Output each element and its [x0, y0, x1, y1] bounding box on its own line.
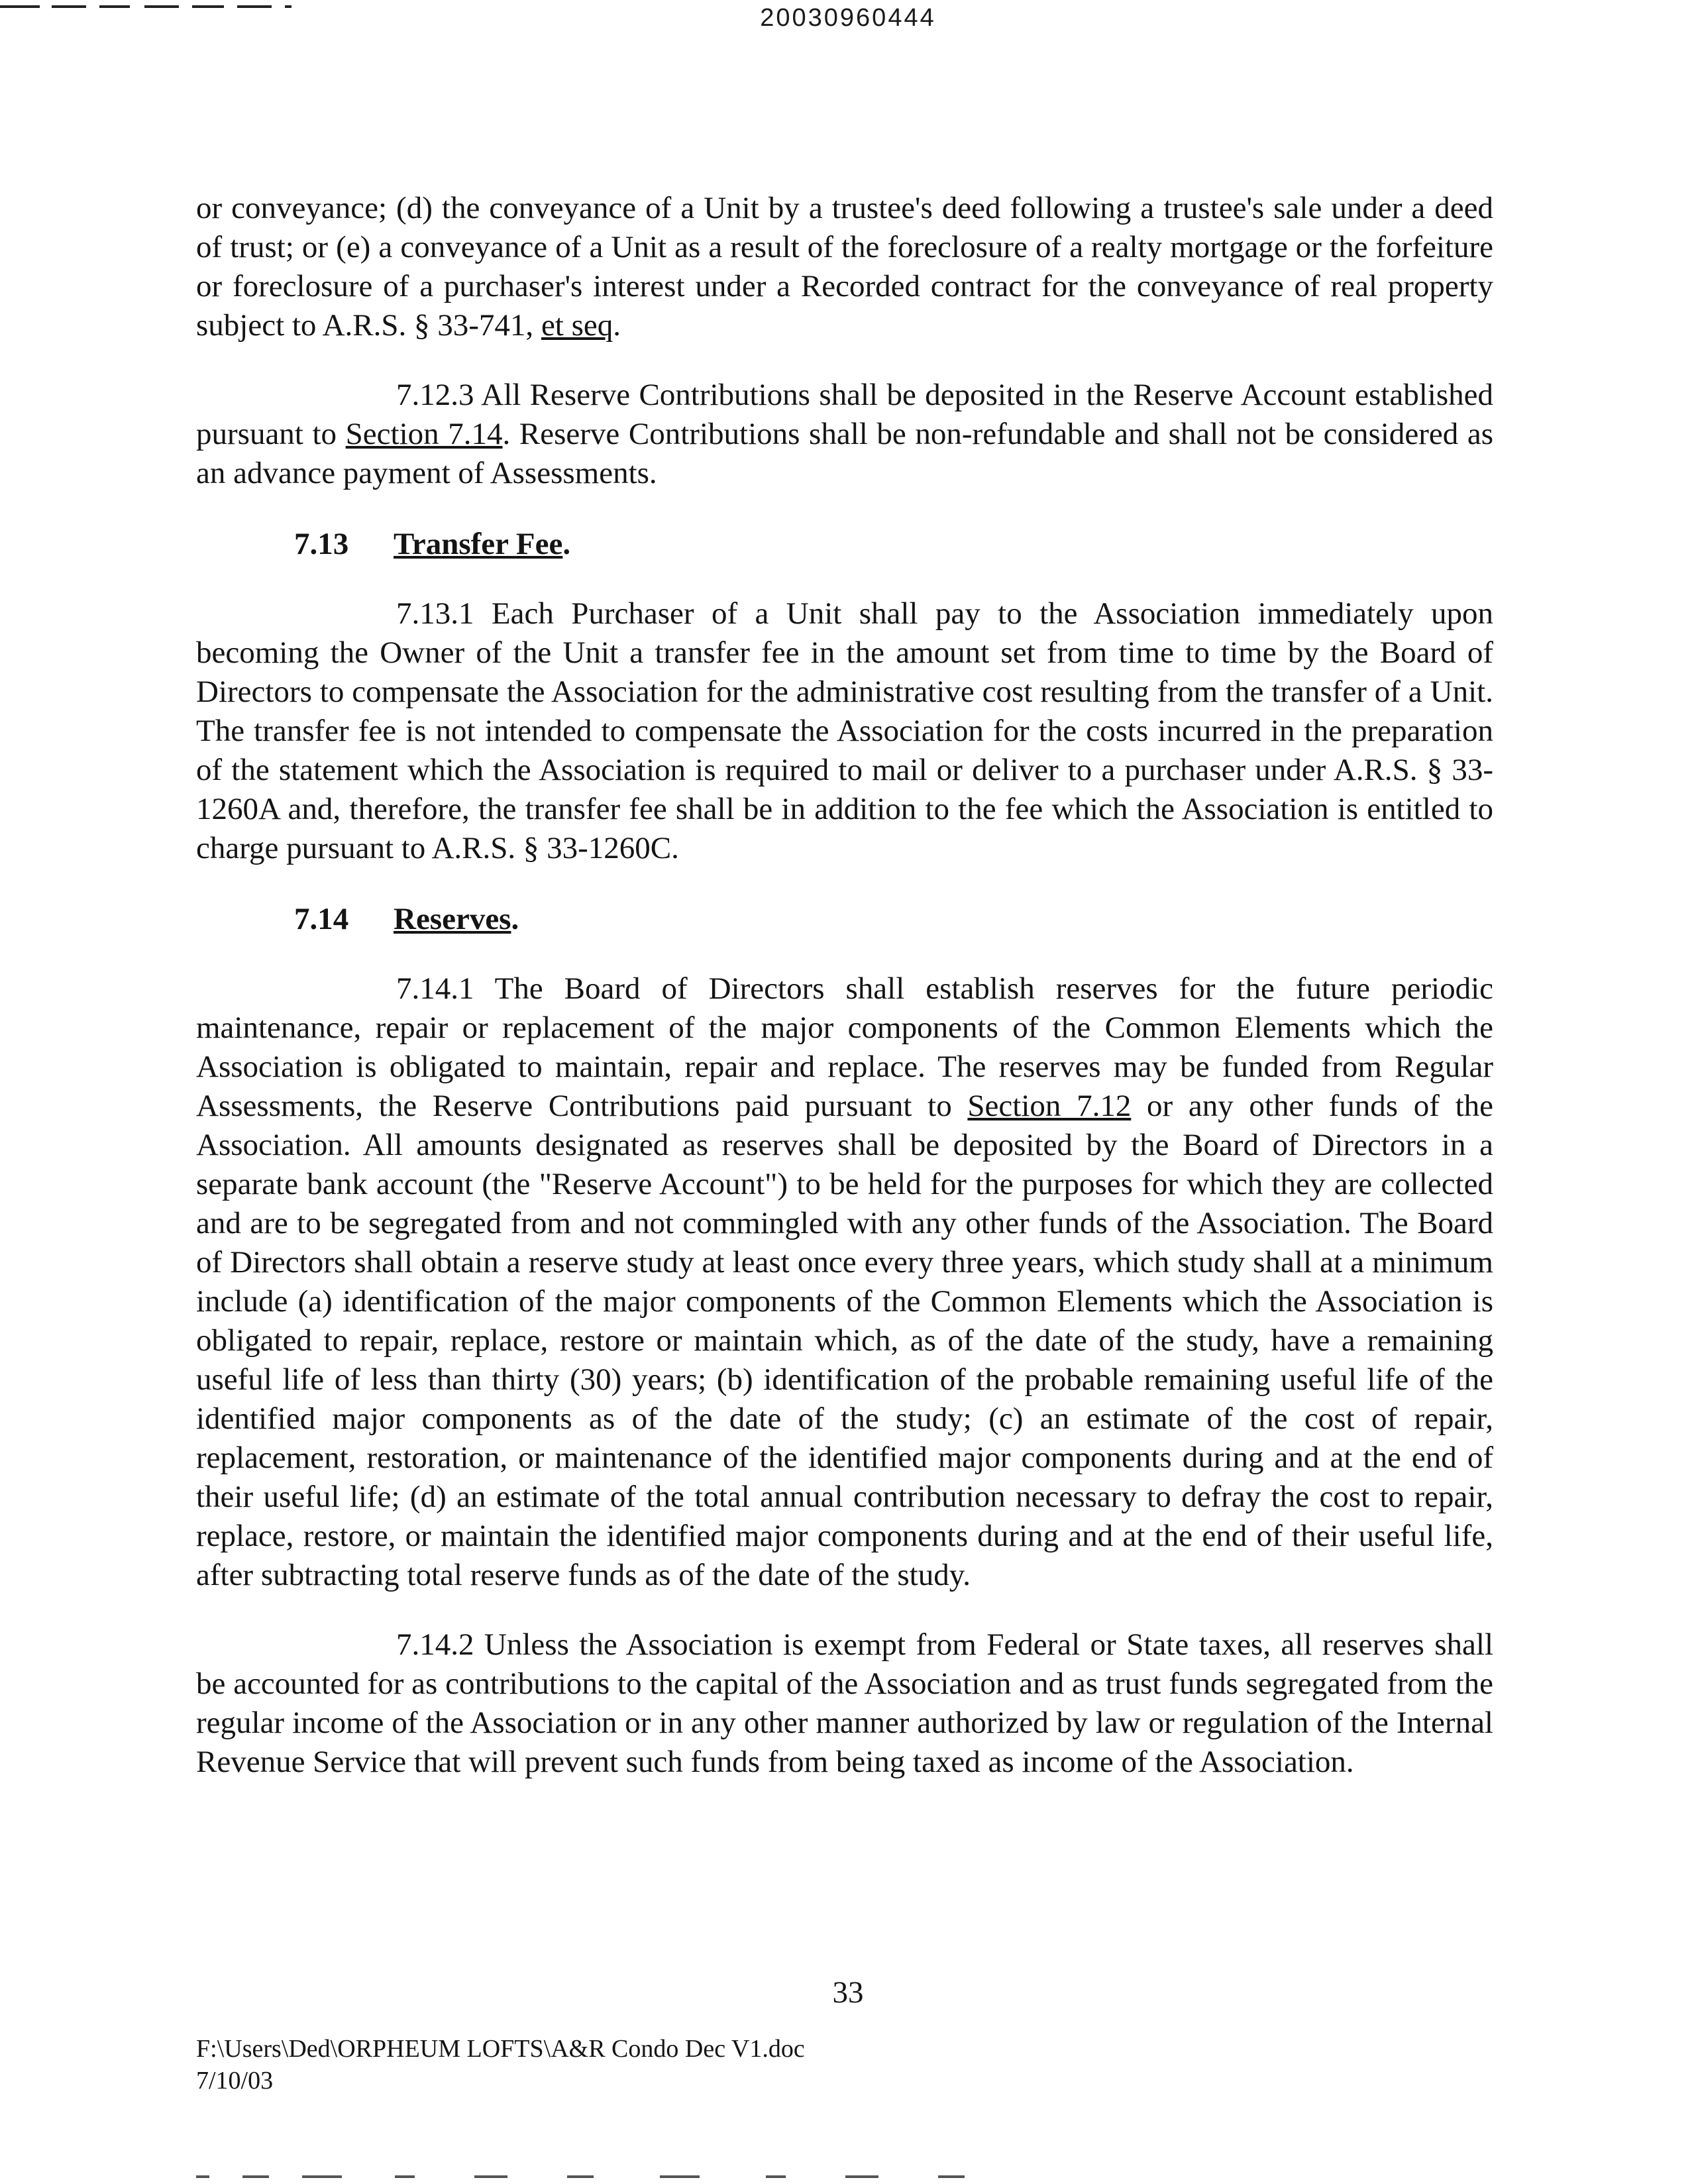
heading-title: Transfer Fee: [394, 527, 563, 561]
paragraph-7-14-1: 7.14.1 The Board of Directors shall establish reserves for the future periodic maintenance, repair or replacement of the major components of the Common Elements which the Association is obligated to maintain, repair and replace. The reserves may be funded from Regular Assessments, the Reserve Contributions paid pursuant to Section 7.12 or any other funds of the Association. All amounts designated as reserves shall be deposited by the Board of Directors in a separate bank account (the "Reserve Account") to be held for the purposes for which they are collected and are to be segregated from and not commingled with any other funds of the Association. The Board of Directors shall obtain a reserve study at least once every three years, which study shall at a minimum include (a) identification of the major components of the Common Elements which the Association is obligated to repair, replace, restore or maintain which, as of the date of the study, have a remaining useful life of less than thirty (30) years; (b) identification of the probable remaining useful life of the identified major components as of the date of the study; (c) an estimate of the cost of repair, replacement, restoration, or maintenance of the identified major components during and at the end of their useful life; (d) an estimate of the total annual contribution necessary to defray the cost to repair, replace, restore, or maintain the identified major components during and at the end of their useful life, after subtracting total reserve funds as of the date of the study.: [196, 971, 1494, 1592]
footer: [196, 2033, 805, 2097]
paragraph-7-14-2: 7.14.2 Unless the Association is exempt from Federal or State taxes, all reserves shall be accounted for as contributions to the capital of the Association and as trust funds segregated from the regular income of the Association or in any other manner authorized by law or regulation of the Internal Revenue Service that will prevent such funds from being taxed as income of the Association.: [196, 1627, 1493, 1779]
section-7-14-ref: Section 7.14: [345, 417, 503, 451]
heading-number: 7.14: [294, 902, 349, 936]
footer-file-path: F:\Users\Ded\ORPHEUM LOFTS\A&R Condo Dec V1.doc: [196, 2035, 805, 2063]
et-seq-ref: et seq: [541, 308, 613, 343]
document-id: 20030960444: [760, 4, 936, 32]
heading-7-13: 7.13 Transfer Fee.: [294, 525, 1493, 564]
heading-number: 7.13: [294, 527, 349, 561]
heading-7-14: 7.14 Reserves.: [294, 900, 1493, 939]
paragraph-7-13-1: 7.13.1 Each Purchaser of a Unit shall pay to the Association immediately upon becoming the Owner of the Unit a transfer fee in the amount set from time to time by the Board of Directors to compensate the Association for the administrative cost resulting from the transfer of a Unit. The transfer fee is not intended to compensate the Association for the costs incurred in the preparation of the statement which the Association is required to mail or deliver to a purchaser under A.R.S. § 33-1260A and, therefore, the transfer fee shall be in addition to the fee which the Association is entitled to charge pursuant to A.R.S. § 33-1260C.: [196, 596, 1493, 865]
section-7-12-ref: Section 7.12: [967, 1089, 1132, 1123]
footer-date: 7/10/03: [196, 2067, 274, 2095]
heading-title: Reserves: [394, 902, 511, 936]
page-number: 33: [832, 1975, 864, 2010]
document-body: [196, 189, 1493, 1782]
paragraph-7-12-3: 7.12.3 All Reserve Contributions shall be deposited in the Reserve Account established pursuant to Section 7.14. Reserve Contributions shall be non-refundable and shall not be considered as an advance payment of Assessments.: [196, 378, 1494, 490]
paragraph-continuation: or conveyance; (d) the conveyance of a Unit by a trustee's deed following a trustee's sale under a deed of trust; or (e) a conveyance of a Unit as a result of the foreclosure of a realty mortgage or the forfeiture or foreclosure of a purchaser's interest under a Recorded contract for the conveyance of real property subject to A.R.S. § 33-741, et seq.: [196, 191, 1493, 343]
